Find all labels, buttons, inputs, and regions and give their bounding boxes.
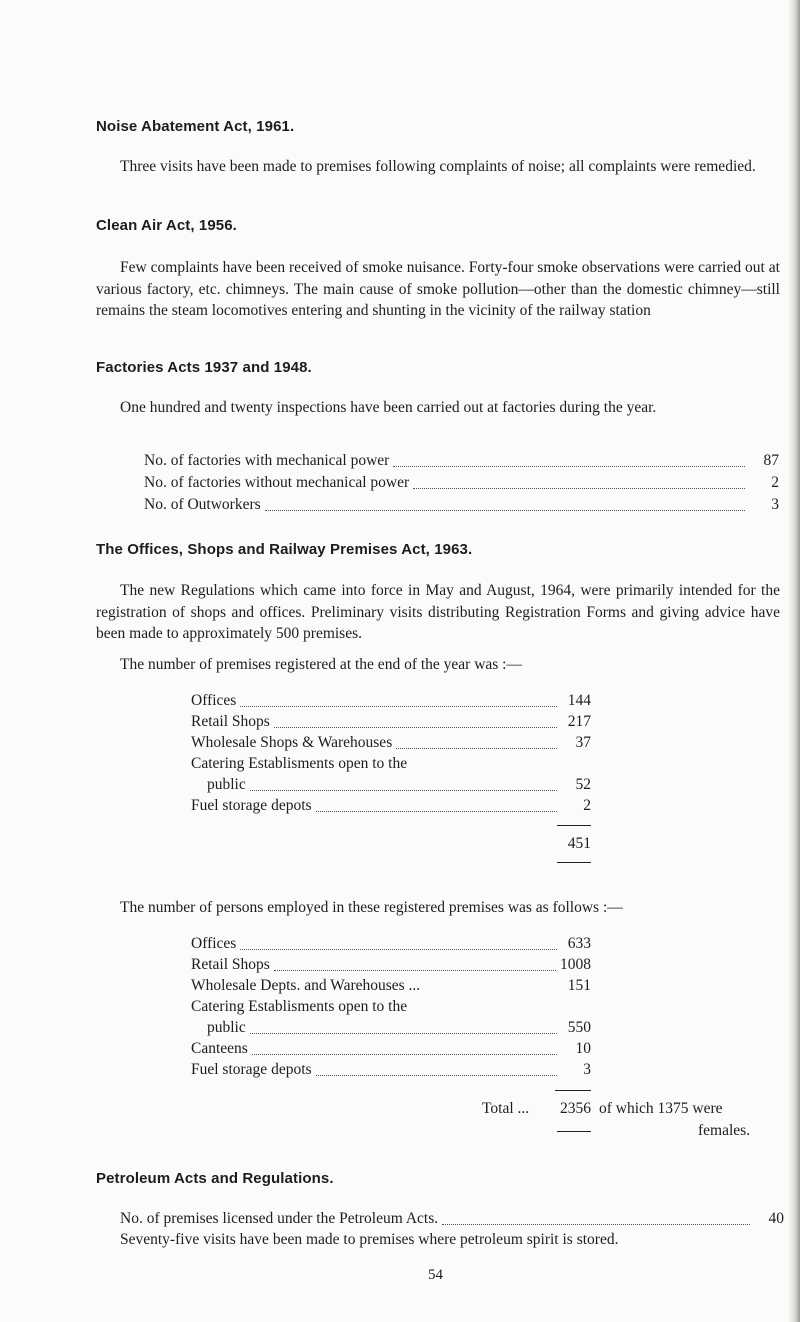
employed-offices: Offices 633	[191, 935, 591, 952]
clean-air-paragraph: Few complaints have been received of smoke nuisance. Forty-four smoke observations were carried out at various factory, etc. chimneys. The main cause of smoke pollution—other than the domestic chimney—still remains the steam locomotives entering and shunting in the vicinity of the railway station	[96, 259, 780, 319]
registered-total: 451	[567, 835, 591, 852]
employed-catering: public 550	[207, 1019, 591, 1036]
employed-catering-line1: Catering Establisments open to the	[191, 998, 408, 1015]
registered-offices: Offices 144	[191, 692, 591, 709]
page-number: 54	[428, 1267, 443, 1283]
employed-total-rule-bottom	[557, 1131, 591, 1132]
clean-air-heading: Clean Air Act, 1956.	[96, 217, 237, 234]
employed-total-note: of which 1375 were	[599, 1100, 723, 1117]
noise-heading: Noise Abatement Act, 1961.	[96, 118, 295, 135]
offices-paragraph: The new Regulations which came into force in May and August, 1964, were primarily intended for the registration of shops and offices. Preliminary visits distributing Registration Forms and giving advice have been made to approximately 500 premises.	[96, 582, 780, 642]
factories-item-outworkers: No. of Outworkers 3	[144, 496, 779, 513]
petroleum-licensed: No. of premises licensed under the Petroleum Acts. 40	[120, 1210, 784, 1227]
factories-item-non-mechanical: No. of factories without mechanical power 2	[144, 474, 779, 491]
noise-paragraph: Three visits have been made to premises following complaints of noise; all complaints were remedied.	[120, 158, 756, 175]
registered-wholesale: Wholesale Shops & Warehouses 37	[191, 734, 591, 751]
employed-wholesale: Wholesale Depts. and Warehouses ... 151	[191, 977, 591, 994]
factories-paragraph: One hundred and twenty inspections have been carried out at factories during the year.	[120, 399, 657, 416]
registered-total-rule-top	[557, 825, 591, 826]
employed-total-label: Total ...	[482, 1100, 530, 1117]
petroleum-visits: Seventy-five visits have been made to premises where petroleum spirit is stored.	[120, 1231, 619, 1248]
page-edge-shadow	[788, 0, 800, 1322]
employed-total: 2356	[560, 1100, 591, 1117]
factories-heading: Factories Acts 1937 and 1948.	[96, 359, 312, 376]
employed-canteens: Canteens 10	[191, 1040, 591, 1057]
factories-item-mechanical: No. of factories with mechanical power 87	[144, 452, 779, 469]
offices-heading: The Offices, Shops and Railway Premises Act, 1963.	[96, 541, 473, 558]
registered-catering: public 52	[207, 776, 591, 793]
employed-intro: The number of persons employed in these registered premises was as follows :—	[120, 899, 623, 916]
registered-total-rule-bottom	[557, 862, 591, 863]
employed-retail: Retail Shops 1008	[191, 956, 591, 973]
registered-intro: The number of premises registered at the end of the year was :—	[120, 656, 522, 673]
employed-fuel: Fuel storage depots 3	[191, 1061, 591, 1078]
registered-catering-line1: Catering Establisments open to the	[191, 755, 408, 772]
employed-total-note-females: females.	[698, 1122, 751, 1139]
registered-retail: Retail Shops 217	[191, 713, 591, 730]
employed-total-rule-top	[555, 1090, 591, 1091]
registered-fuel: Fuel storage depots 2	[191, 797, 591, 814]
petroleum-heading: Petroleum Acts and Regulations.	[96, 1170, 334, 1187]
